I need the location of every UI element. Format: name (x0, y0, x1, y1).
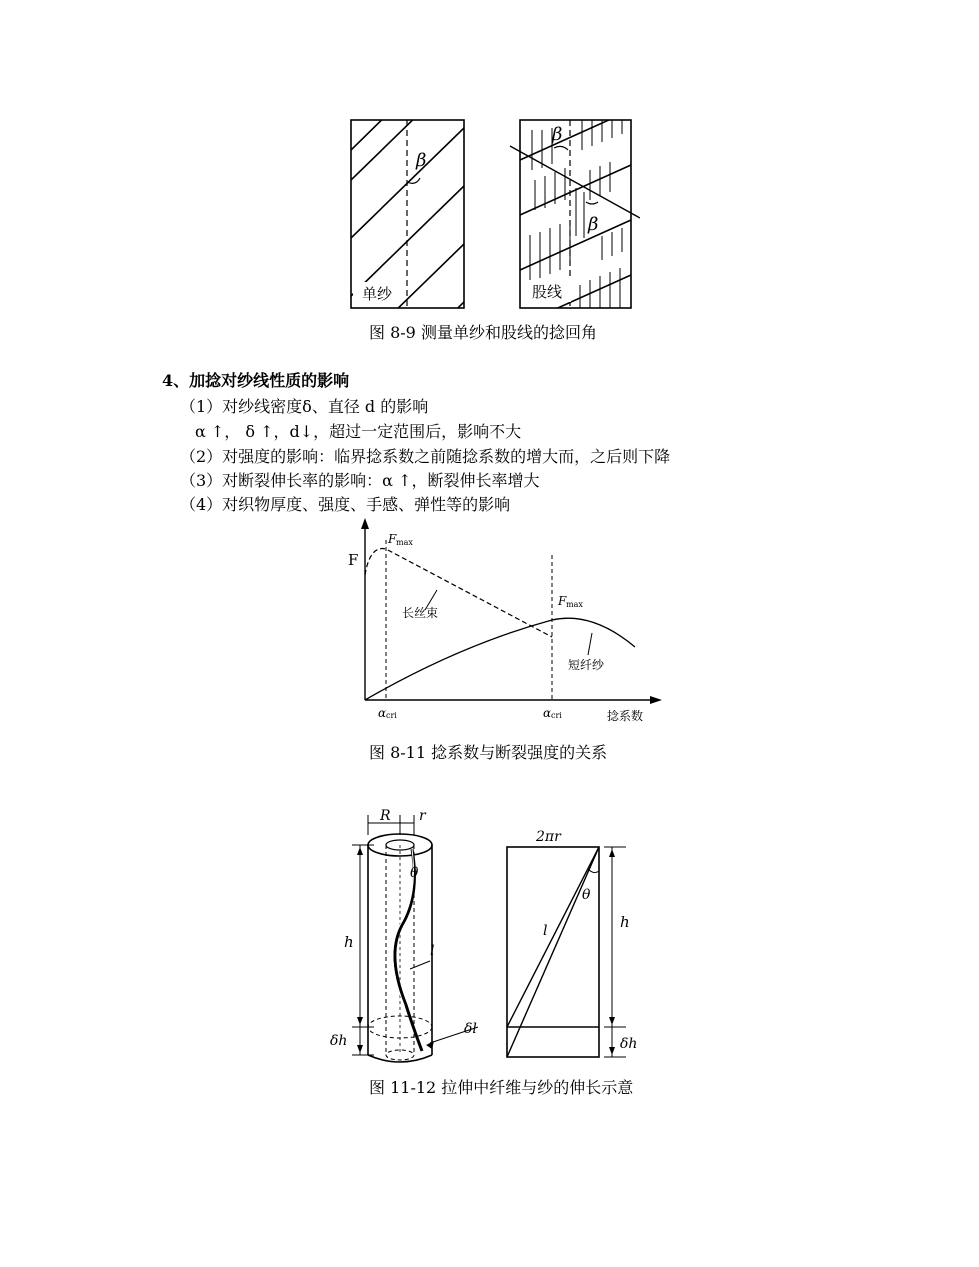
staple-yarn-label: 短纤纱 (568, 658, 605, 672)
figure-11-12 (330, 805, 660, 1070)
y-axis-label: F (348, 551, 359, 569)
text-line-5: （4）对织物厚度、强度、手感、弹性等的影响 (180, 495, 511, 514)
ply-yarn-diagram (510, 110, 640, 315)
R-label: R (380, 808, 391, 824)
alpha-cri-label-2: α (543, 706, 552, 720)
text-line-4: （3）对断裂伸长率的影响：α ↑，断裂伸长率增大 (180, 471, 540, 490)
text-line-2: α ↑， δ ↑，d↓，超过一定范围后，影响不大 (195, 422, 522, 441)
text-line-3: （2）对强度的影响：临界捻系数之前随捻系数的增大而，之后则下降 (180, 447, 671, 466)
fmax-label-2: F (558, 594, 567, 608)
single-yarn-label: 单纱 (362, 285, 393, 303)
theta-label-1: θ (410, 865, 419, 881)
beta-s-label: β (588, 214, 599, 235)
svg-text:max: max (396, 538, 413, 547)
alpha-cri-label-1: α (378, 706, 387, 720)
filament-label: 长丝束 (402, 606, 439, 620)
section-title: 4、加捻对纱线性质的影响 (162, 371, 350, 390)
figure-8-9 (340, 110, 640, 315)
delta-l-label: δl (464, 1021, 477, 1037)
theta-label-2: θ (582, 887, 591, 903)
fmax-label-1: F (388, 532, 397, 546)
l-label-2: l (543, 923, 548, 939)
beta-label: β (416, 150, 427, 171)
beta-x-label: β (552, 124, 563, 145)
yarn-cylinder (352, 815, 478, 1062)
figure-8-11-caption: 图 8-11 捻系数与断裂强度的关系 (369, 743, 608, 762)
figure-11-12-caption: 图 11-12 拉伸中纤维与纱的伸长示意 (369, 1078, 634, 1097)
filament-curve (365, 549, 552, 637)
figure-8-11 (330, 515, 670, 730)
r-label: r (419, 808, 426, 824)
two-pi-r-label: 2πr (536, 829, 561, 845)
text-line-1: （1）对纱线密度δ、直径 d 的影响 (180, 397, 429, 416)
x-axis-label: 捻系数 (607, 709, 644, 723)
ply-yarn-label: 股线 (532, 283, 563, 301)
svg-text:cri: cri (551, 711, 562, 720)
l-label-1: l (430, 943, 435, 959)
delta-h-label-1: δh (330, 1033, 348, 1049)
h-label-2: h (620, 913, 630, 931)
delta-h-label-2: δh (620, 1036, 638, 1052)
h-label-1: h (344, 933, 354, 951)
figure-8-9-caption: 图 8-9 测量单纱和股线的捻回角 (369, 323, 597, 342)
svg-text:cri: cri (386, 711, 397, 720)
svg-text:max: max (566, 600, 583, 609)
unrolled-diagram (507, 847, 626, 1057)
